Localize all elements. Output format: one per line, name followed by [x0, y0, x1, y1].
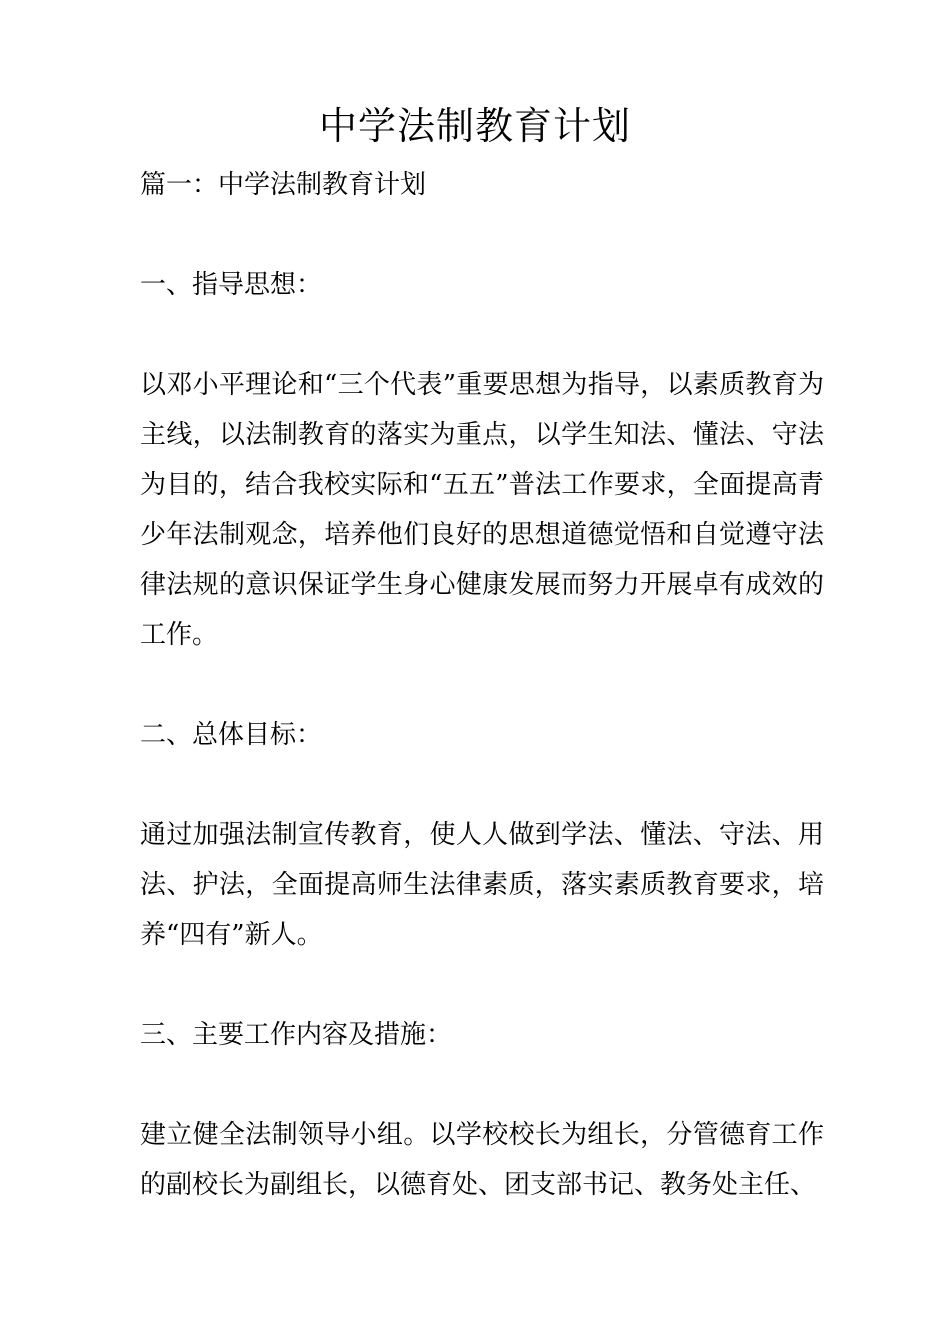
- section-heading-main-work: 三、主要工作内容及措施：: [140, 1020, 453, 1050]
- paragraph-gap: [140, 660, 824, 710]
- paragraph-gap: [140, 310, 824, 360]
- section-body-overall-goal: 通过加强法制宣传教育，使人人做到学法、懂法、守法、用法、护法，全面提高师生法律素质，落实素质教育要求，培养“四有”新人。: [140, 820, 824, 950]
- paragraph-gap: [140, 760, 824, 810]
- section-body-guiding-ideology: 以邓小平理论和“三个代表”重要思想为指导，以素质教育为主线，以法制教育的落实为重点，以学生知法、懂法、守法为目的，结合我校实际和“五五”普法工作要求，全面提高青少年法制观念，培养他们良好的思想道德觉悟和自觉遵守法律法规的意识保证学生身心健康发展而努力开展卓有成效的工作。: [140, 370, 824, 650]
- document-subtitle: 篇一：中学法制教育计划: [140, 170, 427, 200]
- paragraph-gap: [140, 210, 824, 260]
- section-heading-overall-goal: 二、总体目标：: [140, 720, 323, 750]
- paragraph-gap: [140, 1060, 824, 1110]
- paragraph-gap: [140, 960, 824, 1010]
- document-title: 中学法制教育计划: [318, 104, 631, 148]
- section-body-main-work: 建立健全法制领导小组。以学校校长为组长，分管德育工作的副校长为副组长，以德育处、团支部书记、教务处主任、: [140, 1120, 824, 1200]
- section-heading-guiding-ideology: 一、指导思想：: [140, 270, 323, 300]
- document-content: [140, 160, 824, 1210]
